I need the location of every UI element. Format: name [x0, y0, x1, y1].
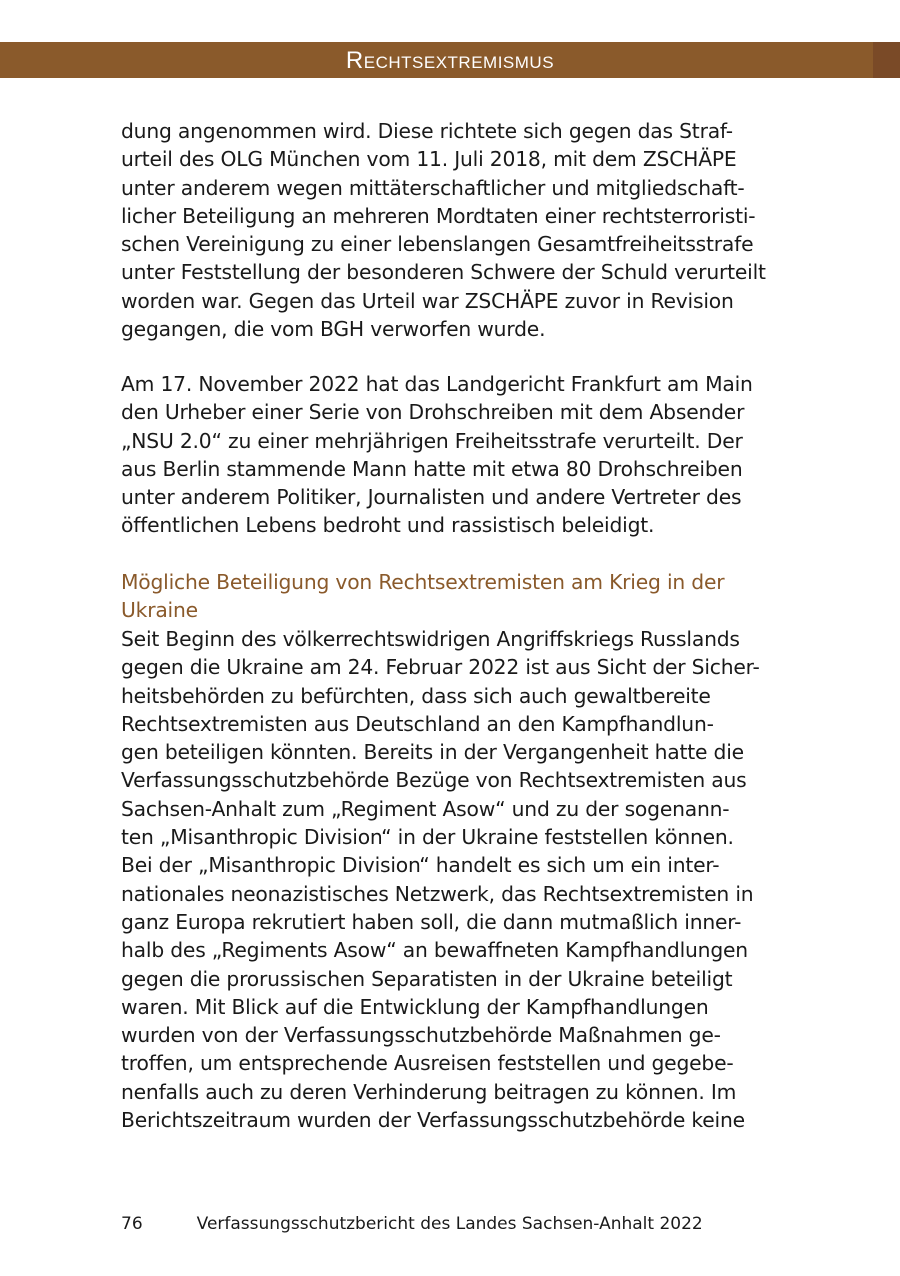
text-line: Mögliche Beteiligung von Rechtsextremisten am Krieg in der [121, 570, 725, 594]
paragraph-nsu-2-0 [121, 370, 791, 540]
text-line: unter anderem Politiker, Journalisten und andere Vertreter des [121, 485, 742, 510]
text-line: ganz Europa rekrutiert haben soll, die dann mutmaßlich inner- [121, 909, 742, 934]
text-line: gen beteiligen könnten. Bereits in der Vergangenheit hatte die [121, 740, 744, 765]
text-line: nationales neonazistisches Netzwerk, das Rechtsextremisten in [121, 881, 754, 906]
text-line: worden war. Gegen das Urteil war ZSCHÄPE zuvor in Revision [121, 288, 734, 313]
text-line: heitsbehörden zu befürchten, dass sich auch gewaltbereite [121, 683, 711, 708]
paragraph-ukraine [121, 625, 791, 1134]
text-line: aus Berlin stammende Mann hatte mit etwa 80 Drohschreiben [121, 456, 743, 481]
paragraph-zschaepe [121, 117, 791, 343]
text-line: schen Vereinigung zu einer lebenslangen Gesamtfreiheitsstrafe [121, 232, 754, 257]
text-line: Verfassungsschutzbehörde Bezüge von Rechtsextremisten aus [121, 768, 747, 793]
text-line: nenfalls auch zu deren Verhinderung beitragen zu können. Im [121, 1079, 737, 1104]
text-line: den Urheber einer Serie von Drohschreiben mit dem Absender [121, 400, 745, 425]
text-line: „NSU 2.0“ zu einer mehrjährigen Freiheitsstrafe verurteilt. Der [121, 428, 743, 453]
text-line: Am 17. November 2022 hat das Landgericht Frankfurt am Main [121, 372, 753, 396]
footer-title: Verfassungsschutzbericht des Landes Sachsen-Anhalt 2022 [196, 1214, 703, 1234]
text-line: gegen die Ukraine am 24. Februar 2022 ist aus Sicht der Sicher- [121, 655, 760, 680]
text-line: unter Feststellung der besonderen Schwere der Schuld verurteilt [121, 260, 766, 285]
section-heading [121, 568, 791, 625]
text-line: Sachsen-Anhalt zum „Regiment Asow“ und zu der sogenann- [121, 796, 730, 821]
text-line: ten „Misanthropic Division“ in der Ukraine feststellen können. [121, 825, 734, 850]
text-line: unter anderem wegen mittäterschaftlicher und mitgliedschaft- [121, 175, 745, 200]
chapter-title: Rechtsextremismus [345, 47, 555, 74]
text-line: troffen, um entsprechende Ausreisen feststellen und gegebe- [121, 1051, 734, 1076]
text-line: dung angenommen wird. Diese richtete sich gegen das Straf- [121, 119, 733, 143]
text-line: urteil des OLG München vom 11. Juli 2018, mit dem ZSCHÄPE [121, 147, 737, 172]
text-line: gegen die prorussischen Separatisten in der Ukraine beteiligt [121, 966, 733, 991]
page-footer [121, 1214, 703, 1234]
text-line: waren. Mit Blick auf die Entwicklung der Kampfhandlungen [121, 994, 709, 1019]
text-line: öffentlichen Lebens bedroht und rassistisch beleidigt. [121, 513, 655, 538]
text-line: Bei der „Misanthropic Division“ handelt es sich um ein inter- [121, 853, 720, 878]
text-line: gegangen, die vom BGH verworfen wurde. [121, 317, 546, 342]
text-line: Rechtsextremisten aus Deutschland an den Kampfhandlun- [121, 711, 714, 736]
text-line: halb des „Regiments Asow“ an bewaffneten Kampfhandlungen [121, 938, 748, 963]
text-line: Berichtszeitraum wurden der Verfassungsschutzbehörde keine [121, 1108, 745, 1133]
text-line: wurden von der Verfassungsschutzbehörde Maßnahmen ge- [121, 1023, 721, 1048]
text-line: Ukraine [121, 598, 198, 623]
text-line: Seit Beginn des völkerrechtswidrigen Angriffskriegs Russlands [121, 627, 740, 651]
text-line: licher Beteiligung an mehreren Mordtaten einer rechtsterroristi- [121, 203, 756, 228]
page-number: 76 [121, 1214, 143, 1234]
chapter-header-bar [0, 42, 900, 78]
